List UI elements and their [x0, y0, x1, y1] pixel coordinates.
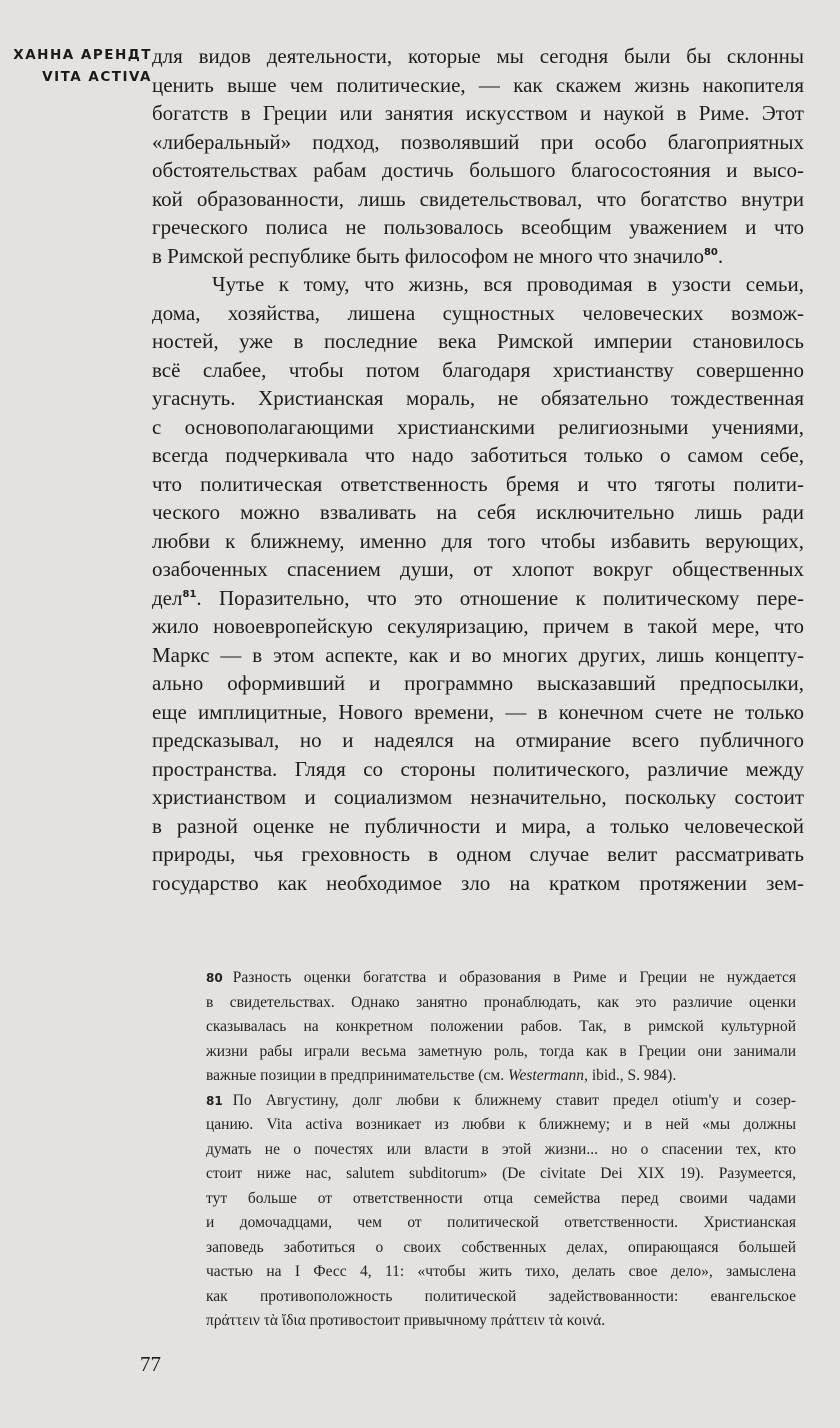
- footnote-line: сказывалась на конкретном положении рабов. Так, в римской культурной: [206, 1018, 796, 1035]
- footnote-line: стоит ниже нас, salutem subditorum» (De civitate Dei XIX 19). Разумеется,: [206, 1165, 796, 1182]
- paragraph-start-line: Чутье к тому, что жизнь, вся проводимая в узости семьи,: [212, 272, 804, 296]
- text-line: что политическая ответственность бремя и что тяготы полити-: [152, 471, 804, 496]
- text-line: христианством и социализмом незначительно, поскольку состоит: [152, 785, 804, 809]
- text-line: еще имплицитные, Нового времени, — в конечном счете не только: [152, 699, 804, 724]
- text-line: предсказывал, но и надеялся на отмирание всего публичного: [152, 728, 804, 752]
- running-header: [0, 44, 152, 88]
- text-line: пространства. Глядя со стороны политического, различие между: [152, 756, 804, 781]
- footnote-ref-81[interactable]: 81: [182, 588, 197, 600]
- text-line: всегда подчеркивала что надо заботиться только о самом себе,: [152, 443, 804, 467]
- text-line: дома, хозяйства, лишена сущностных человеческих возмож-: [152, 300, 804, 325]
- text-line: «либеральный» подход, позволявший при особо благоприятных: [152, 129, 804, 154]
- cited-author: Westermann: [508, 1067, 585, 1084]
- text-line: природы, чья греховность в одном случае велит рассматривать: [152, 842, 804, 866]
- text-line: в Римской республике быть философом не много что значило$^{80}$.: [152, 243, 724, 268]
- footnotes: [206, 966, 796, 1334]
- footnote-line: важные позиции в предпринимательстве (см. Westermann, ibid., S. 984).: [206, 1067, 677, 1084]
- text-line: дел$^{81}$. Поразительно, что это отношение к политическому пере-: [152, 585, 804, 610]
- author-name: ХАННА АРЕНДТ: [13, 47, 152, 63]
- text-line: государство как необходимое зло на кратком протяжении зем-: [152, 870, 804, 895]
- text-line: с основополагающими христианскими религиозными учениями,: [152, 414, 804, 439]
- text-line: кой образованности, лишь свидетельствовал, что богатство внутри: [152, 186, 804, 211]
- footnote-81: 81 По Августину, долг любви к ближнему ставит предел otium'у и созер-: [206, 1091, 796, 1109]
- footnote-line: как противоположность политической задействованности: евангельское: [206, 1287, 796, 1305]
- main-text: [152, 42, 804, 897]
- text-line: Маркс — в этом аспекте, как и во многих других, лишь концепту-: [152, 642, 804, 667]
- text-line: озабоченных спасением души, от хлопот вокруг общественных: [152, 557, 804, 581]
- footnote-line: πράττειν τὰ ἴδια противостоит привычному πράττειν τὰ κοινά.: [206, 1312, 606, 1329]
- text-line: ценить выше чем политические, — как скажем жизнь накопителя: [152, 72, 804, 97]
- footnote-line: думать не о почестях или власти в этой жизни... но о спасении тех, кто: [206, 1140, 796, 1158]
- text-line: любви к ближнему, именно для того чтобы избавить верующих,: [152, 528, 804, 553]
- text-line: ностей, уже в последние века Римской империи становилось: [152, 329, 804, 353]
- text-line: греческого полиса не пользовалось всеобщим уважением и что: [152, 215, 804, 239]
- text-line: жило новоевропейскую секуляризацию, причем в такой мере, что: [152, 614, 804, 638]
- footnote-line: и домочадцами, чем от политической ответственности. Христианская: [206, 1214, 796, 1231]
- footnote-80: 80 Разность оценки богатства и образования в Риме и Греции не нуждается: [206, 969, 796, 986]
- footnote-ref-80[interactable]: 80: [703, 246, 718, 258]
- footnote-line: частью на I Фесс 4, 11: «чтобы жить тихо, делать свое дело», замыслена: [206, 1263, 796, 1280]
- footnote-line: в свидетельствах. Однако занятно пронаблюдать, как это различие оценки: [206, 993, 796, 1011]
- text-line: богатств в Греции или занятия искусством и наукой в Риме. Этот: [152, 101, 804, 125]
- text-line: всё слабее, чтобы потом благодаря христианству совершенно: [152, 357, 804, 382]
- footnote-number: 81: [206, 1093, 223, 1108]
- page-number: 77: [140, 1352, 161, 1376]
- footnote-number: 80: [206, 971, 223, 985]
- text-line: ческого можно взваливать на себя исключительно лишь ради: [152, 500, 804, 524]
- text-line: в разной оценке не публичности и мира, а только человеческой: [152, 813, 804, 838]
- text-line: угаснуть. Христианская мораль, не обязательно тождественная: [152, 386, 804, 410]
- book-title: VITA ACTIVA: [42, 69, 152, 85]
- footnote-line: цанию. Vita activa возникает из любви к ближнему; и в ней «мы должны: [206, 1116, 796, 1133]
- footnote-line: жизни рабы играли весьма заметную роль, тогда как в Греции они занимали: [206, 1042, 796, 1060]
- text-line: обстоятельствах рабам достичь большого благосостояния и высо-: [152, 158, 804, 182]
- footnote-line: заповедь заботиться о своих собственных делах, опирающаяся большей: [206, 1238, 796, 1256]
- text-line: ально оформивший и программно высказавший предпосылки,: [152, 671, 804, 695]
- footnote-line: тут больше от ответственности отца семейства перед своими чадами: [206, 1189, 796, 1207]
- text-line: для видов деятельности, которые мы сегодня были бы склонны: [152, 44, 804, 68]
